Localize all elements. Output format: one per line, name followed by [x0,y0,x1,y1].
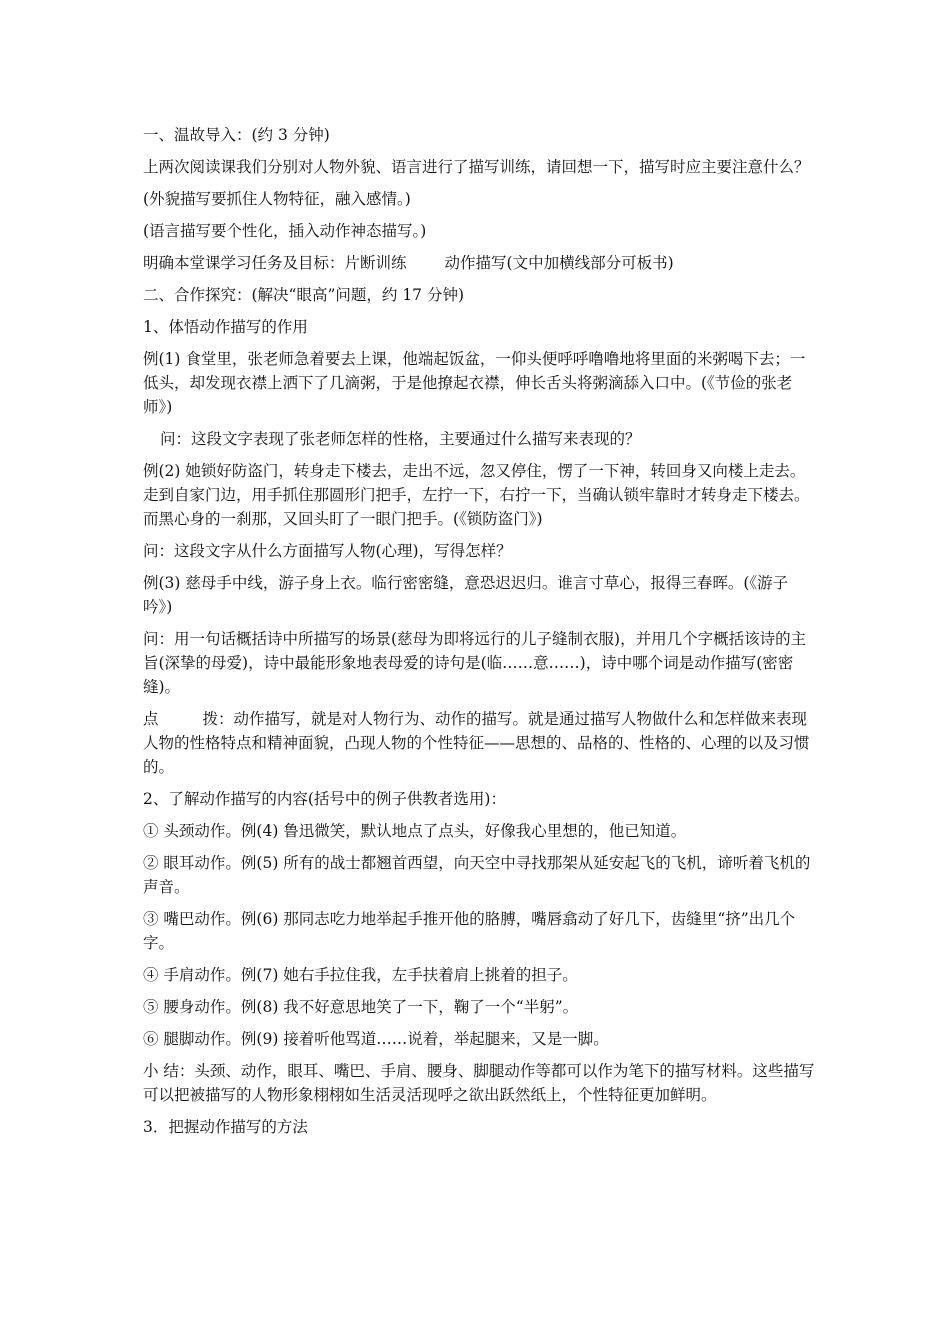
question-2: 问：这段文字从什么方面描写人物(心理)，写得怎样？ [143,542,512,560]
list-item: ④ 手肩动作。例(7) 她右手拉住我，左手扶着肩上挑着的担子。 [143,966,578,984]
note-label-a: 点 [143,710,159,728]
list-item: ② 眼耳动作。例(5) 所有的战士都翘首西望，向天空中寻找那架从延安起飞的飞机，谛听着飞机的声音。 [143,854,811,896]
question-1: 问：这段文字表现了张老师怎样的性格，主要通过什么描写来表现的？ [160,430,641,448]
document-page [143,123,815,1147]
section-1-title: 一、温故导入：(约 3 分钟) [143,126,330,144]
section-1-answer-1: (外貌描写要抓住人物特征，融入感情。) [143,190,411,208]
section-1-question: 上两次阅读课我们分别对人物外貌、语言进行了描写训练，请回想一下，描写时应主要注意什么？ [143,158,810,176]
subsection-1-title: 1、体悟动作描写的作用 [143,318,308,336]
summary-paragraph: 小 结：头颈、动作，眼耳、嘴巴、手肩、腰身、脚腿动作等都可以作为笔下的描写材料。这些描写可以把被描写的人物形象栩栩如生活灵活现呼之欲出跃然纸上，个性特征更加鲜明。 [143,1062,815,1104]
list-item: ③ 嘴巴动作。例(6) 那同志吃力地举起手推开他的胳膊，嘴唇翕动了好几下，齿缝里“挤”出几个字。 [143,910,796,952]
goal-label: 明确本堂课学习任务及目标：片断训练 [143,254,407,272]
list-item: ⑥ 腿脚动作。例(9) 接着听他骂道……说着，举起腿来，又是一脚。 [143,1030,609,1048]
section-1-goal [143,251,815,275]
example-3: 例(3) 慈母手中线，游子身上衣。临行密密缝，意恐迟迟归。谁言寸草心，报得三春晖。(《游子吟》) [143,574,789,616]
question-3: 问：用一句话概括诗中所描写的场景(慈母为即将远行的儿子缝制衣服)，并用几个字概括该诗的主旨(深挚的母爱)，诗中最能形象地表母爱的诗句是(临……意……)，诗中哪个词是动作描写(密密缝)。 [143,630,807,696]
example-2: 例(2) 她锁好防盗门，转身走下楼去，走出不远，忽又停住，愣了一下神，转回身又向楼上走去。走到自家门边，用手抓住那圆形门把手，左拧一下，右拧一下，当确认锁牢靠时才转身走下楼去。而黑心身的一刹那，又回头盯了一眼门把手。(《锁防盗门》) [143,462,810,528]
subsection-3-title: 3．把握动作描写的方法 [143,1118,308,1136]
list-item: ① 头颈动作。例(4) 鲁迅微笑，默认地点了点头，好像我心里想的，他已知道。 [143,822,687,840]
example-1: 例(1) 食堂里，张老师急着要去上课，他端起饭盆，一仰头便呼呼噜噜地将里面的米粥喝下去；一低头，却发现衣襟上洒下了几滴粥，于是他撩起衣襟，伸长舌头将粥滴舔入口中。(《节俭的张老师》) [143,350,806,416]
subsection-2-title: 2、了解动作描写的内容(括号中的例子供教者选用)： [143,790,506,808]
section-1-answer-2: (语言描写要个性化，插入动作神态描写。) [143,222,427,240]
list-item: ⑤ 腰身动作。例(8) 我不好意思地笑了一下，鞠了一个“半躬”。 [143,998,579,1016]
section-2-title: 二、合作探究：(解决“眼高”问题，约 17 分钟) [143,286,465,304]
goal-target: 动作描写(文中加横线部分可板书) [444,254,674,272]
note-paragraph [143,707,815,779]
note-label-b: 拨： [202,710,234,728]
note-text: 动作描写，就是对人物行为、动作的描写。就是通过描写人物做什么和怎样做来表现人物的性格特点和精神面貌，凸现人物的个性特征——思想的、品格的、性格的、心理的以及习惯的。 [143,710,810,776]
